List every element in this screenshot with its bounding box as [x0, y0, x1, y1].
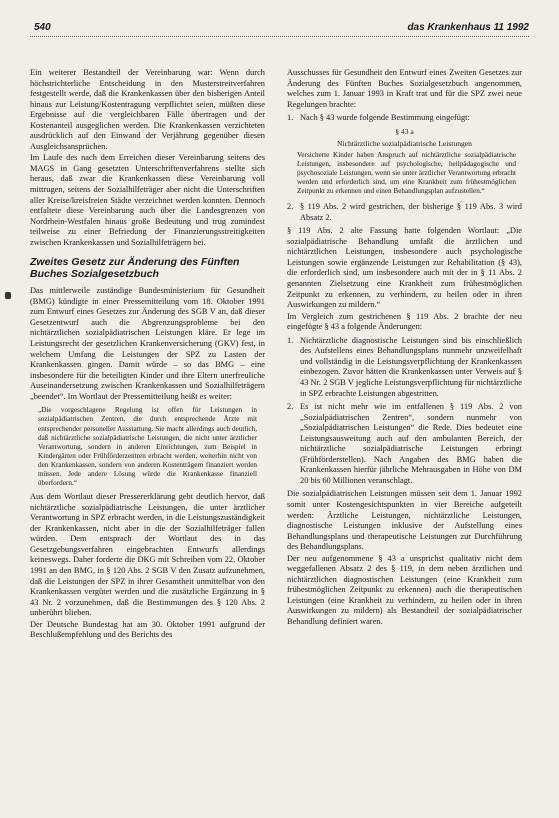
paragraph: Im Vergleich zum gestrichenen § 119 Abs. 2 brachte der neu eingefügte § 43 a folgende Änderungen: — [287, 311, 522, 332]
list-item: 1. Nichtärztliche diagnostische Leistungen sind bis einschließlich des Aufstellens eines Behandlungsplans nunmehr unzweifelhaft und vollständig in die Leistungsverpflichtung der Krankenkassen einbezogen. Zuvor hätten die Krankenkassen unter Verweis auf § 43 Nr. 2 SGB V jegliche Leistungsverpflichtung für nichtärztliche in SPZ erbrachte Leistungen abgestritten. — [287, 335, 522, 398]
paragraph: Der Deutsche Bundestag hat am 30. Oktober 1991 aufgrund der Beschlußempfehlung und des Berichts des — [30, 619, 265, 640]
paragraph: Der neu aufgenommene § 43 a unsprichst qualitativ nicht dem weggefallenen Absatz 2 des § 119, in dem neben ärztlichen und nichtärztlichen diagnostischen Leistungen (eine Krankheit zum frühestmöglichen Zeitpunkt zu erkennen) auch die therapeutischen Leistungen (eine Krankheit zu verhindern, zu heilen oder in ihren Auswirkungen zu mildern) als Bestandteil der sozialpädiatrischer Behandlung definiert waren. — [287, 553, 522, 626]
law-quote: Versicherte Kinder haben Anspruch auf nichtärztliche sozialpädiatrische Leistungen, insbesondere auf psychologische, heilpädagogische und psychosoziale Leistungen, wenn sie unter ärztlicher Verantwortung erbracht werden und erforderlich sind, um eine Krankheit zum frühestmöglichen Zeitpunkt zu erkennen und einen Behandlungsplan aufzustellen.“ — [297, 150, 516, 196]
page-number: 540 — [34, 22, 51, 33]
paragraph: Das mittlerweile zuständige Bundesministerium für Gesundheit (BMG) kündigte in einer Pressemitteilung vom 18. Oktober 1991 zum Entwurf eines Gesetzes zur Änderung des SGB V an, daß dieser Gesetzentwurf auch die Abgrenzungsprobleme bei den nichtärztlichen sozialpädiatrischen Leistungen kläre. Er lege im Leistungsrecht der gesetzlichen Krankenversicherung (GKV) fest, in welchem Umfang die Leistungen der SPZ zu Lasten der Krankenkassen gingen. Damit würde – so das BMG – eine insbesondere für die beteiligten Kinder und ihre Eltern unerfreuliche Auseinandersetzung zwischen Krankenkassen und Sozialhilfeträgern „beendet“. Im Wortlaut der Pressemitteilung heißt es weiter: — [30, 286, 265, 401]
margin-mark — [5, 292, 11, 299]
list-item-text: Nach § 43 wurde folgende Bestimmung eingefügt: — [300, 113, 470, 123]
paragraph: Ausschusses für Gesundheit den Entwurf eines Zweiten Gesetzes zur Änderung des Fünften Buches Sozialgesetzbuch angenommen, welches zum 1. Januar 1993 in Kraft trat und für die SPZ zwei neue Regelungen brachte: — [287, 68, 522, 109]
paragraph-number: § 43 a — [395, 126, 414, 136]
paragraph: Die sozialpädiatrischen Leistungen müssen seit dem 1. Januar 1992 somit unter Kostengesichtspunkten in vier Bereiche aufgeteilt werden: Ärztliche Leistungen, nichtärztliche Leistungen, diagnostische Leistungen inklusive der Aufstellung eines Behandlungsplans und therapeutische Leistungen zur Durchführung des Behandlungsplans. — [287, 489, 522, 552]
list-item-text: Es ist nicht mehr wie im entfallenen § 119 Abs. 2 von „Sozialpädiatrischen Zentren“, sondern nunmehr von „Sozialpädiatrischen Leistungen“ die Rede. Dies bedeutet eine Leistungsausweitung auch auf den ambulanten Bereich, der nichtärztliche sozialpädiatrische Leistungen erbringt (Frühförderstellen). Nach Angaben des BMG haben die Krankenkassen hierfür jährliche Mehrausgaben in Höhe von DM 20 bis 60 Millionen veranschlagt. — [300, 402, 522, 485]
paragraph-title: Nichtärztliche sozialpädiatrische Leistungen — [337, 139, 472, 149]
right-column — [287, 68, 522, 629]
paragraph: § 119 Abs. 2 alte Fassung hatte folgenden Wortlaut: „Die sozialpädiatrische Behandlung umfaßt die ärztlichen und nichtärztlichen Leistungen, insbesondere auch psychologische Leistungen sowie ergänzende Leistungen zur Rehabilitation (§ 43), die erforderlich sind, um insbesondere auch mit der in § 11 Abs. 2 genannten Zielsetzung eine Krankheit zum frühestmöglichen Zeitpunkt zu erkennen, zu verhindern, zu heilen oder in ihren Auswirkungen zu mildern.“ — [287, 226, 522, 310]
journal-title: das Krankenhaus 11 1992 — [407, 22, 529, 33]
list-item: 2. Es ist nicht mehr wie im entfallenen § 119 Abs. 2 von „Sozialpädiatrischen Zentren“, sondern nunmehr von „Sozialpädiatrischen Leistungen“ die Rede. Dies bedeutet eine Leistungsausweitung auch auf den ambulanten Bereich, der nichtärztliche sozialpädiatrische Leistungen erbringt (Frühförderstellen). Nach Angaben des BMG haben die Krankenkassen hierfür jährliche Mehrausgaben in Höhe von DM 20 bis 60 Millionen veranschlagt. — [287, 402, 522, 485]
page-header — [30, 22, 529, 37]
section-heading: Zweites Gesetz zur Änderung des Fünften Buches Sozialgesetzbuch — [30, 256, 240, 281]
list-item: 2. § 119 Abs. 2 wird gestrichen, der bisherige § 119 Abs. 3 wird Absatz 2. — [287, 202, 522, 222]
paragraph: Im Laufe des nach dem Erreichen dieser Vereinbarung seitens des MAGS in Gang gesetzten Unterschriftenverfahrens stellte sich heraus, daß zwar die Krankenkassen diese Vereinbarung voll mittrugen, seitens der Sozialhilfeträger aber nicht die Unterschriften aller Kreise/kreisfreien Städte verzeichnet werden konnten. Dennoch entfaltete diese Vereinbarung auch über die Landesgrenzen von Nordrhein-Westfalen hinaus große Bedeutung und trug zumindest teilweise zu einer Befriedung der Finanzierungsstreitigkeiten zwischen Krankenkassen und Sozialhilfeträgern bei. — [30, 153, 265, 247]
paragraph: Aus dem Wortlaut dieser Pressererklärung geht deutlich hervor, daß nichtärztliche sozialpädiatrische Leistungen, die unter ärztlicher Verantwortung in SPZ erbracht werden, in die Leistungszuständigkeit der Krankenkassen, nicht aber in die der Sozialhilfeträger fallen würden. Dem entsprach der Wortlaut des in das Gesetzgebungsverfahren eingebrachten Entwurfs allerdings keineswegs. Daher forderte die DKG mit Schreiben vom 22. Oktober 1991 an den BMG, in § 120 Abs. 2 SGB V den Zusatz aufzunehmen, daß die Leistungen der SPZ in ihrer Gesamtheit unmittelbar von den Krankenkassen vergütet werden und die zusätzliche Ergänzung in § 43 Nr. 2 vorzunehmen, daß die Bestimmungen des § 120 Abs. 2 unberührt blieben. — [30, 492, 265, 618]
list-item-text: Nichtärztliche diagnostische Leistungen sind bis einschließlich des Aufstellens eines Behandlungsplans nunmehr unzweifelhaft und vollständig in die Leistungsverpflichtung der Krankenkassen einbezogen. Zuvor hätten die Krankenkassen unter Verweis auf § 43 Nr. 2 SGB V jegliche Leistungsverpflichtung für nichtärztliche in SPZ erbrachte Leistungen abgestritten. — [300, 335, 522, 398]
list-item: 1. Nach § 43 wurde folgende Bestimmung eingefügt: — [287, 113, 522, 124]
left-column — [30, 68, 265, 642]
press-quote: „Die vorgeschlagene Regelung ist offen für Leistungen in sozialpädiatrischen Zentren, die durch entsprechende Ärzte mit entsprechender personeller Ausstattung. Sie macht allerdings auch deutlich, daß nichtärztliche sozialpädiatrische Leistungen, die nicht unter ärztlicher Verantwortung, sondern in anderen Einrichtungen, zum Beispiel in Kindergärten oder Frühförderzentren erbracht werden, weiterhin nicht von den Krankenkassen, sondern von anderen Kostenträgern finanziert werden müssen. Jede andere Lösung würde die Krankenkasse finanziell überfordern.“ — [38, 406, 257, 488]
list-item-text: § 119 Abs. 2 wird gestrichen, der bisherige § 119 Abs. 3 wird Absatz 2. — [300, 202, 522, 222]
paragraph: Ein weiterer Bestandteil der Vereinbarung war: Wenn durch höchstrichterliche Entscheidung in den Musterstreitverfahren festgestellt werde, daß die Krankenkassen über den bisherigen Anteil hinaus zur Leistung/Kostentragung verpflichtet seien, müßten diese Ergebnisse auf die vergleichbaren Fälle übertragen und der Kostenanteil ausgeglichen werden. Die Krankenkassen verzichteten ausdrücklich auf den Einwand der Verjährung gegenüber diesen Ausgleichsansprüchen. — [30, 68, 265, 151]
